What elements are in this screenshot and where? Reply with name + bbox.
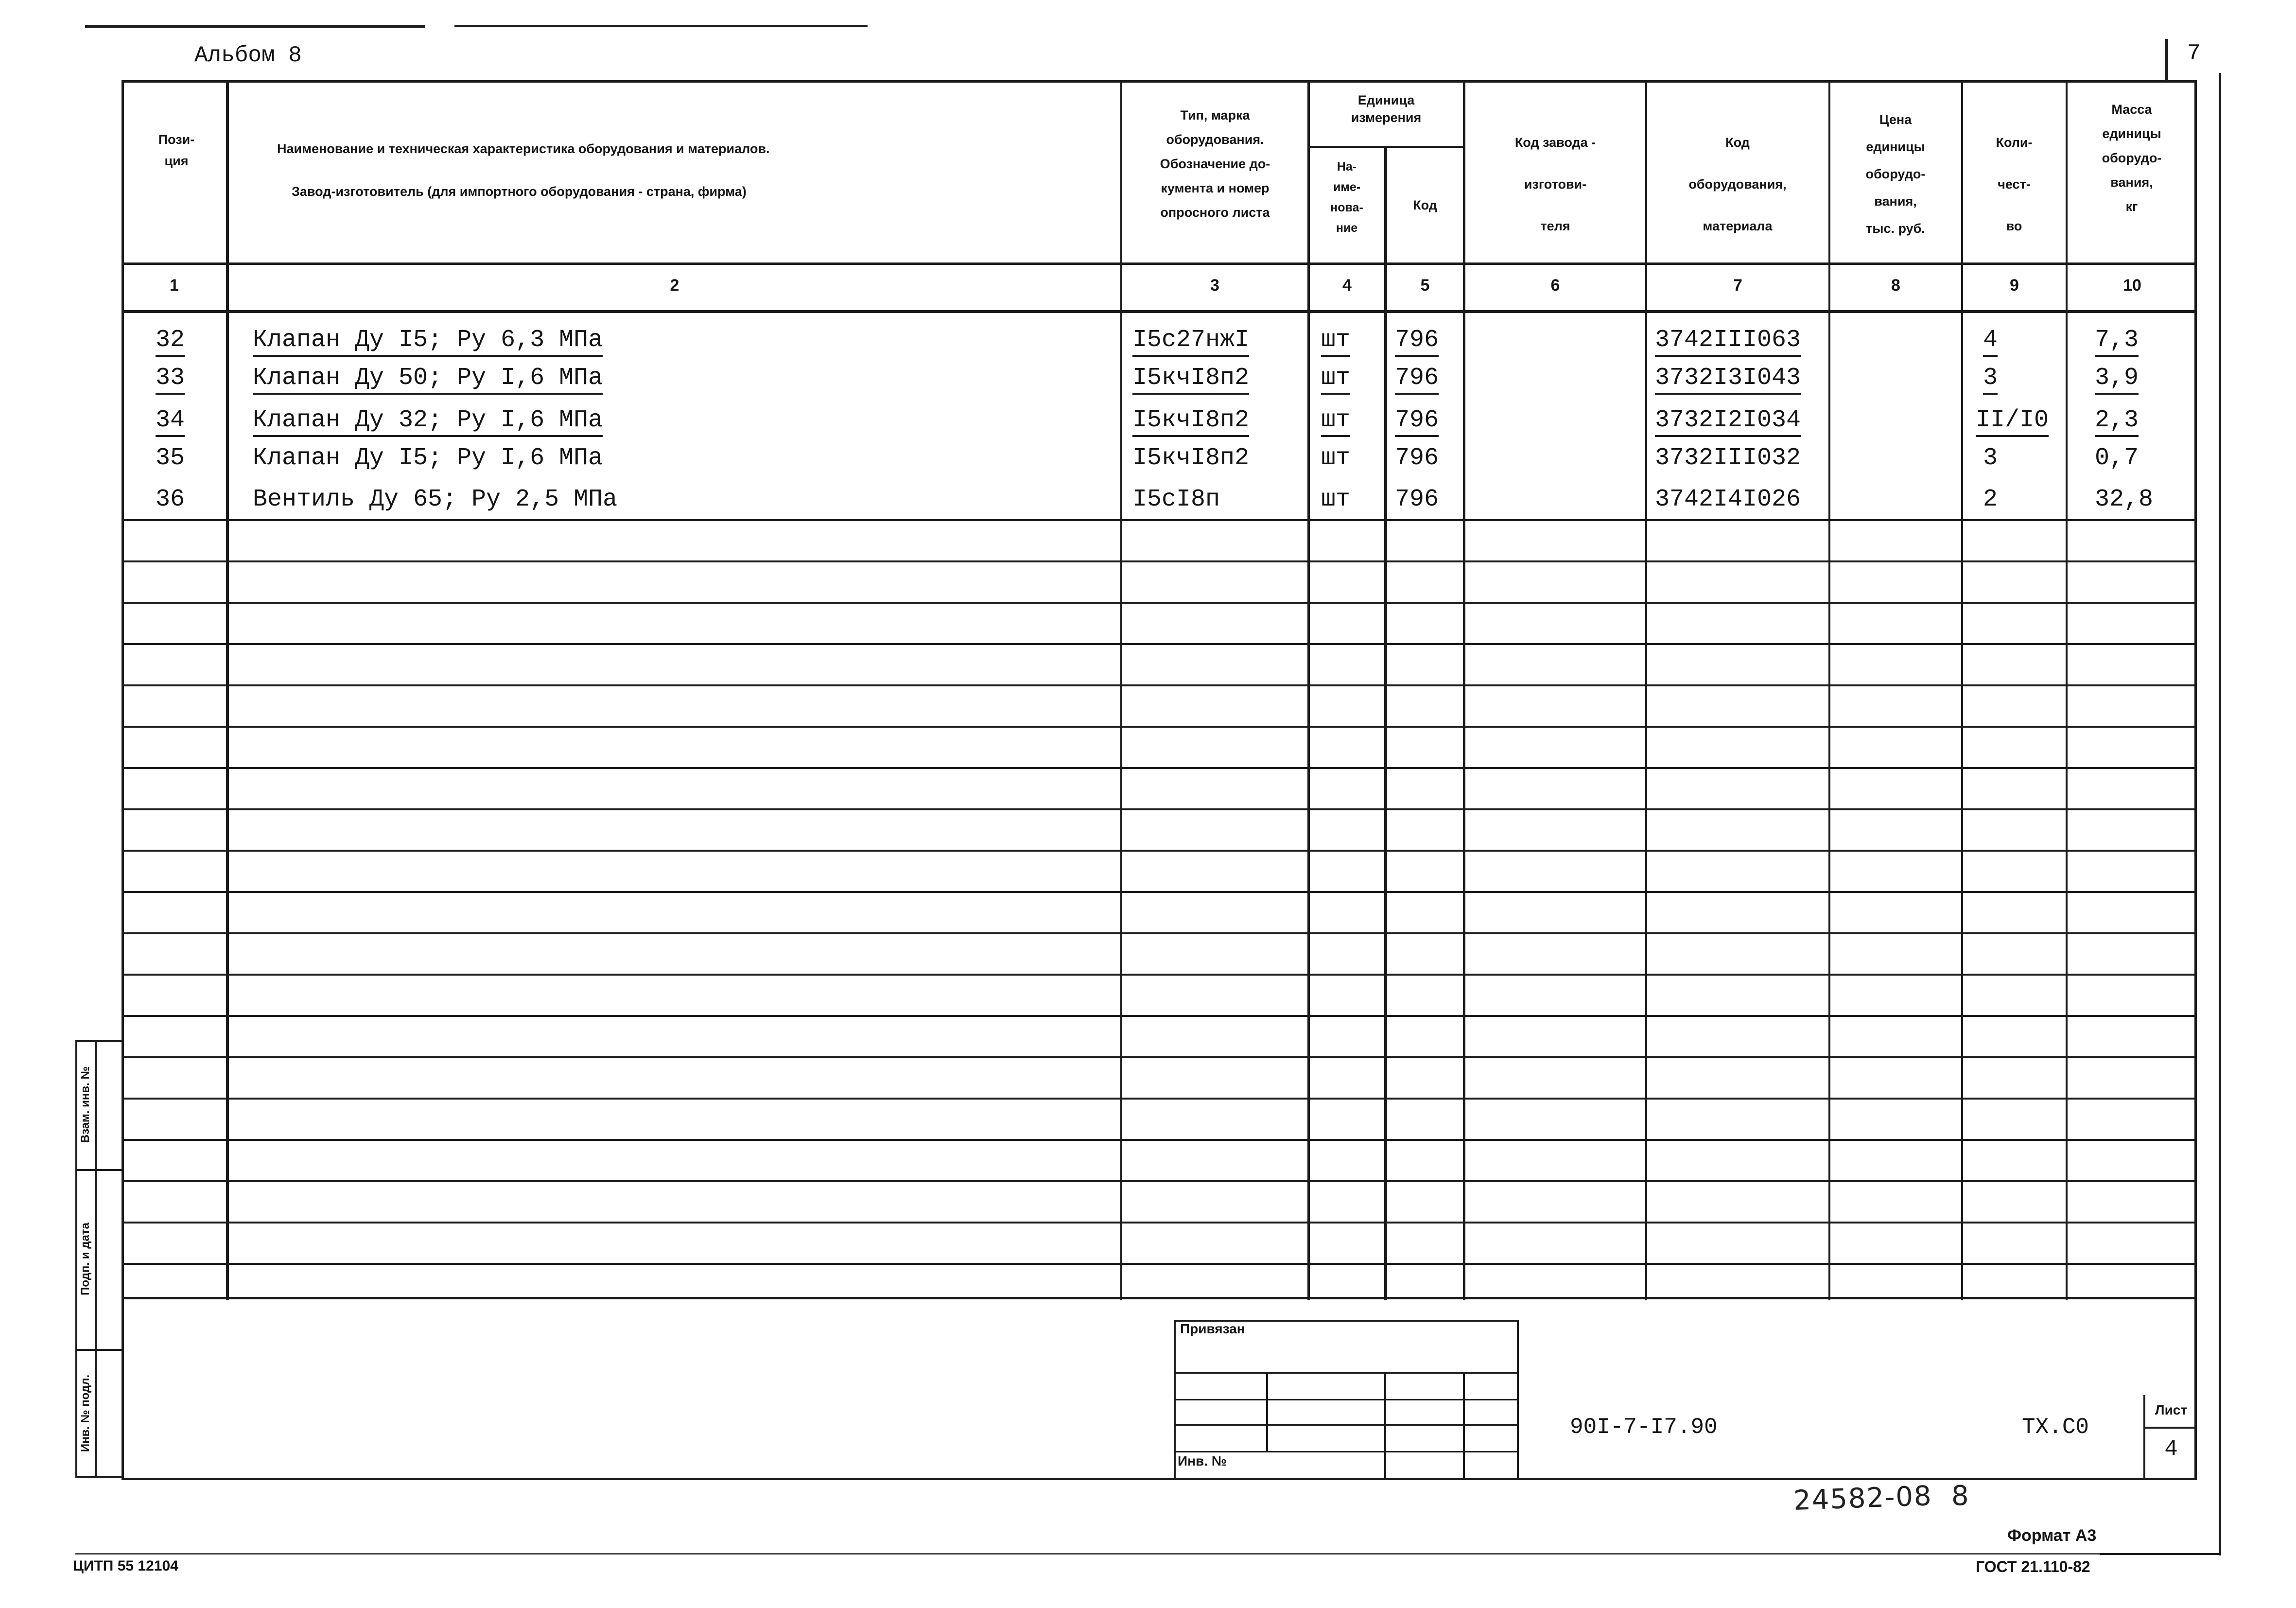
row-rule — [122, 850, 2197, 852]
header-factory-code-text: Код завода - изготови- теля — [1514, 135, 1596, 233]
stamp-line-2 — [1174, 1399, 1519, 1400]
row-rule — [122, 1139, 2197, 1141]
header-factory-code — [1466, 122, 1645, 247]
row-name: Клапан Ду I5; Ру 6,3 МПа — [253, 326, 603, 357]
row-rule — [122, 726, 2197, 728]
column-number-8: 8 — [1891, 276, 1900, 295]
row-rule — [122, 1015, 2197, 1017]
column-number-5: 5 — [1420, 276, 1430, 295]
row-name: Клапан Ду I5; Ру I,6 МПа — [253, 444, 603, 472]
row-type: I5кчI8п2 — [1132, 406, 1249, 437]
header-bottom-line — [122, 262, 2197, 265]
row-quantity: 3 — [1983, 364, 1998, 395]
unit-header-divider — [1307, 146, 1464, 148]
row-unit-code: 796 — [1395, 486, 1439, 513]
gost-label: ГОСТ 21.110-82 — [1976, 1558, 2090, 1575]
side-strip-divider — [95, 1040, 97, 1478]
row-position: 33 — [156, 364, 185, 395]
column-number-9: 9 — [2010, 276, 2019, 295]
row-mass: 7,3 — [2095, 326, 2139, 357]
bottom-dashed-rule — [75, 1553, 2100, 1555]
header-quantity-text: Коли- чест- во — [1996, 135, 2033, 233]
format-label: Формат А3 — [2007, 1526, 2097, 1545]
side-label-inventory-text: Инв. № подл. — [79, 1374, 92, 1452]
side-label-replaced-text: Взам. инв. № — [79, 1066, 92, 1143]
column-number-line — [122, 310, 2197, 313]
stamp-line-3 — [1174, 1424, 1519, 1426]
row-rule — [122, 1056, 2197, 1058]
stamp-line-4 — [1174, 1451, 1519, 1452]
table-body-bottom — [122, 1297, 2197, 1299]
row-type: I5кчI8п2 — [1132, 364, 1249, 395]
row-name: Вентиль Ду 65; Ру 2,5 МПа — [253, 486, 618, 513]
col-sep-4 — [1384, 146, 1387, 1300]
row-rule — [122, 974, 2197, 976]
right-outer-edge — [2219, 73, 2221, 1556]
side-label-replaced — [77, 1043, 94, 1167]
row-rule — [122, 891, 2197, 893]
row-mass: 32,8 — [2095, 486, 2154, 513]
header-quantity — [1964, 122, 2065, 247]
row-quantity: II/I0 — [1976, 406, 2049, 437]
row-position: 36 — [156, 486, 185, 513]
row-rule — [122, 808, 2197, 810]
row-rule — [122, 932, 2197, 934]
row-rule — [122, 1098, 2197, 1100]
stamp-inv-label: Инв. № — [1178, 1453, 1227, 1468]
header-unit-code — [1388, 194, 1462, 216]
row-code: 3742III063 — [1655, 326, 1801, 357]
row-unit: шт — [1321, 486, 1351, 513]
header-type-text: Тип, марка оборудования. Обозначение до- кумента и номер опросного листа — [1160, 108, 1270, 220]
row-type: I5с27нжI — [1132, 326, 1249, 357]
header-unit-name-text: На- име- нова- ние — [1330, 160, 1363, 235]
page-number: 7 — [2187, 41, 2201, 66]
header-unit — [1310, 91, 1462, 126]
row-mass: 3,9 — [2095, 364, 2139, 395]
column-number-10: 10 — [2123, 276, 2141, 295]
section-code: ТХ.С0 — [2022, 1415, 2089, 1440]
top-rule-right — [454, 25, 868, 27]
row-rule — [122, 1180, 2197, 1182]
header-unit-name — [1310, 157, 1383, 238]
header-mass — [2069, 97, 2195, 219]
row-rule — [122, 1263, 2197, 1265]
row-rule — [122, 643, 2197, 645]
header-name-line2: Завод-изготовитель (для импортного оборудования - страна, фирма) — [292, 184, 747, 199]
header-unit-text: Единица измерения — [1351, 93, 1422, 125]
column-number-7: 7 — [1733, 276, 1742, 295]
row-position: 32 — [156, 326, 185, 357]
header-position — [130, 129, 223, 172]
row-rule — [122, 684, 2197, 686]
header-name — [231, 127, 1115, 213]
row-mass: 0,7 — [2095, 444, 2139, 472]
stamp-vline-3 — [1463, 1372, 1465, 1480]
row-unit: шт — [1321, 326, 1350, 357]
stamp-line-1 — [1174, 1372, 1519, 1374]
top-rule-left — [85, 25, 425, 28]
row-quantity: 4 — [1983, 326, 1998, 357]
column-number-3: 3 — [1210, 276, 1219, 295]
row-rule — [122, 519, 2197, 521]
side-label-signature-text: Подп. и дата — [79, 1223, 92, 1295]
printer-code: ЦИТП 55 12104 — [73, 1558, 178, 1574]
album-label: Альбом 8 — [194, 43, 302, 68]
header-price-text: Цена единицы оборудо- вания, тыс. руб. — [1865, 112, 1926, 236]
sheet-number: 4 — [2164, 1436, 2178, 1462]
bottom-right-edge — [2100, 1553, 2221, 1555]
header-price — [1831, 106, 1960, 242]
row-rule — [122, 767, 2197, 769]
row-type: I5сI8п — [1132, 486, 1220, 513]
row-position: 35 — [156, 444, 185, 472]
column-number-4: 4 — [1342, 276, 1352, 295]
row-position: 34 — [156, 406, 185, 437]
row-quantity: 3 — [1983, 444, 1998, 472]
row-name: Клапан Ду 32; Ру I,6 МПа — [253, 406, 603, 437]
row-code: 3732I3I043 — [1655, 364, 1801, 395]
row-rule — [122, 602, 2197, 604]
header-equipment-code-text: Код оборудования, материала — [1688, 135, 1787, 233]
row-mass: 2,3 — [2095, 406, 2139, 437]
row-type: I5кчI8п2 — [1132, 444, 1250, 472]
handwritten-page: 8 — [1951, 1480, 1969, 1512]
side-strip-sep-1 — [75, 1169, 122, 1171]
document-code: 90I-7-I7.90 — [1570, 1415, 1718, 1440]
column-number-1: 1 — [170, 276, 179, 295]
side-label-signature — [77, 1171, 94, 1346]
row-unit: шт — [1321, 406, 1350, 437]
row-rule — [122, 560, 2197, 562]
row-unit-code: 796 — [1395, 406, 1439, 437]
sheet-box-divider — [2143, 1427, 2197, 1429]
row-code: 3732III032 — [1655, 444, 1801, 472]
row-unit: шт — [1321, 444, 1351, 472]
side-strip-sep-2 — [75, 1349, 122, 1351]
row-name: Клапан Ду 50; Ру I,6 МПа — [253, 364, 603, 395]
row-code: 3732I2I034 — [1655, 406, 1801, 437]
sheet-label: Лист — [2155, 1402, 2188, 1417]
row-unit-code: 796 — [1395, 326, 1439, 357]
row-unit-code: 796 — [1395, 444, 1439, 472]
stamp-vline-2 — [1384, 1372, 1386, 1480]
row-unit-code: 796 — [1395, 364, 1439, 395]
header-mass-text: Масса единицы оборудо- вания, кг — [2102, 102, 2162, 214]
stamp-linked-label: Привязан — [1180, 1321, 1245, 1336]
handwritten-number: 24582-08 — [1792, 1480, 1933, 1517]
header-equipment-code — [1648, 122, 1827, 247]
row-unit: шт — [1321, 364, 1350, 395]
row-quantity: 2 — [1983, 486, 1998, 513]
header-type — [1124, 103, 1306, 225]
row-code: 3742I4I026 — [1655, 486, 1801, 513]
header-position-text: Пози- ция — [158, 132, 195, 168]
column-number-2: 2 — [670, 276, 679, 295]
page-number-tick — [2165, 39, 2168, 83]
side-label-inventory — [77, 1351, 94, 1475]
stamp-vline-1 — [1266, 1372, 1268, 1451]
row-rule — [122, 1222, 2197, 1223]
header-name-line1: Наименование и техническая характеристика оборудования и материалов. — [277, 141, 770, 156]
header-unit-code-text: Код — [1413, 198, 1437, 212]
column-number-6: 6 — [1550, 276, 1560, 295]
